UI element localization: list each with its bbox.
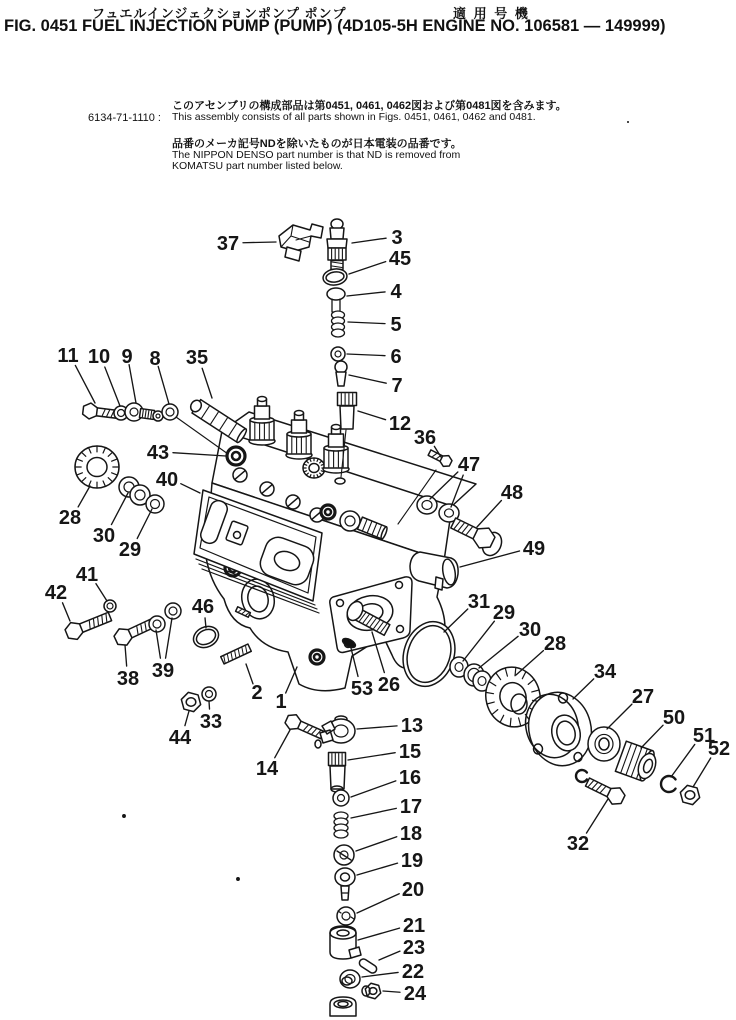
part-callout-40: 40 xyxy=(155,469,179,491)
part-callout-45: 45 xyxy=(388,248,412,270)
leader-line-10 xyxy=(105,367,120,406)
part-callout-5: 5 xyxy=(390,314,402,336)
leader-line-52 xyxy=(693,758,711,787)
part-callout-48: 48 xyxy=(500,482,524,504)
part-callout-29: 29 xyxy=(118,539,142,561)
part-callout-17: 17 xyxy=(399,796,423,818)
part-callout-21: 21 xyxy=(402,915,426,937)
part-callout-31: 31 xyxy=(467,591,491,613)
assembly-note-english: This assembly consists of all parts shown in Figs. 0451, 0461, 0462 and 0481. xyxy=(172,111,536,123)
part-callout-35: 35 xyxy=(185,347,209,369)
part-callout-16: 16 xyxy=(398,767,422,789)
part-callout-2: 2 xyxy=(251,682,263,704)
leader-line-18 xyxy=(356,837,397,851)
leader-line-6 xyxy=(347,354,385,356)
part-callout-38: 38 xyxy=(116,668,140,690)
part-callout-37: 37 xyxy=(216,233,240,255)
leader-line-48 xyxy=(477,500,501,527)
leader-line-31 xyxy=(444,609,468,632)
page-title-japanese: フュエルインジェクションポンプ ポンプ xyxy=(92,6,347,21)
part-callout-13: 13 xyxy=(400,715,424,737)
leader-line-21 xyxy=(358,928,400,940)
part-callout-7: 7 xyxy=(391,375,403,397)
part-callout-30: 30 xyxy=(92,525,116,547)
part-callout-50: 50 xyxy=(662,707,686,729)
part-callout-28: 28 xyxy=(58,507,82,529)
leader-line-7 xyxy=(349,375,386,383)
part-callout-24: 24 xyxy=(403,983,427,1005)
leader-line-28 xyxy=(516,651,543,675)
leader-line-40 xyxy=(181,484,200,493)
part-graphics xyxy=(63,219,699,1016)
part-callout-10: 10 xyxy=(87,346,111,368)
part-callout-22: 22 xyxy=(401,961,425,983)
leader-line-45 xyxy=(349,262,386,274)
leader-line-17 xyxy=(351,808,396,818)
nd-note-japanese: 品番のメーカ記号NDを除いたものが日本電装の品番です。 xyxy=(172,138,462,150)
part-callout-3: 3 xyxy=(391,227,403,249)
leader-line-44 xyxy=(185,711,189,726)
part-callout-36: 36 xyxy=(413,427,437,449)
part-callout-30: 30 xyxy=(518,619,542,641)
leader-line-20 xyxy=(357,894,399,913)
nd-note-english-line1: The NIPPON DENSO part number is that ND is removed from xyxy=(172,149,461,161)
part-callout-12: 12 xyxy=(388,413,412,435)
leader-line-34 xyxy=(573,679,594,699)
leader-line-23 xyxy=(379,951,400,960)
leader-line-14 xyxy=(275,730,290,758)
leader-line-9 xyxy=(129,365,136,403)
leader-line-8 xyxy=(158,366,169,404)
leader-line-29 xyxy=(137,509,152,538)
leader-line-41 xyxy=(96,584,107,601)
leader-line-15 xyxy=(348,753,395,760)
part-callout-29: 29 xyxy=(492,602,516,624)
part-callout-28: 28 xyxy=(543,633,567,655)
leader-line-19 xyxy=(357,863,398,875)
part-callout-14: 14 xyxy=(255,758,279,780)
part-callout-6: 6 xyxy=(390,346,402,368)
part-callout-1: 1 xyxy=(275,691,287,713)
leader-line-24 xyxy=(383,991,400,992)
part-callout-34: 34 xyxy=(593,661,617,683)
leader-line-39 xyxy=(166,618,172,658)
leader-line-4 xyxy=(347,292,385,296)
part-callout-8: 8 xyxy=(149,348,161,370)
part-callout-39: 39 xyxy=(151,660,175,682)
leader-line-2 xyxy=(246,664,253,684)
part-callout-46: 46 xyxy=(191,596,215,618)
part-callout-4: 4 xyxy=(390,281,402,303)
assembly-part-number: 6134-71-1110 : xyxy=(88,112,161,124)
part-callout-15: 15 xyxy=(398,741,422,763)
leader-line-11 xyxy=(75,365,95,403)
leader-line-42 xyxy=(63,603,70,621)
leader-line-35 xyxy=(202,368,212,398)
leader-line-39 xyxy=(156,630,160,658)
leader-line-13 xyxy=(357,726,397,729)
part-callout-53: 53 xyxy=(350,678,374,700)
part-callout-47: 47 xyxy=(457,454,481,476)
part-callout-11: 11 xyxy=(57,345,79,367)
part-callout-33: 33 xyxy=(199,711,223,733)
part-callout-43: 43 xyxy=(146,442,170,464)
part-callout-18: 18 xyxy=(399,823,423,845)
part-callout-20: 20 xyxy=(401,879,425,901)
part-callout-52: 52 xyxy=(707,738,731,760)
part-callout-23: 23 xyxy=(402,937,426,959)
part-callout-42: 42 xyxy=(44,582,68,604)
nd-note-english-line2: KOMATSU part number listed below. xyxy=(172,160,343,172)
part-callout-9: 9 xyxy=(121,346,133,368)
leader-line-51 xyxy=(671,744,695,777)
leader-line-5 xyxy=(348,322,385,324)
leader-line-27 xyxy=(607,704,632,729)
part-callout-19: 19 xyxy=(400,850,424,872)
part-callout-41: 41 xyxy=(75,564,99,586)
applicable-serial-label: 適 用 号 機 xyxy=(453,6,530,21)
assembly-note-japanese: このアセンブリの構成部品は第0451, 0461, 0462図および第0481図を含みます。 xyxy=(172,100,567,112)
leader-line-22 xyxy=(362,972,398,977)
leader-line-30 xyxy=(111,493,128,525)
leader-line-32 xyxy=(586,799,608,833)
leader-line-12 xyxy=(358,411,386,420)
part-callout-51: 51 xyxy=(692,725,716,747)
part-callout-49: 49 xyxy=(522,538,546,560)
leader-line-33 xyxy=(209,701,210,709)
part-callout-32: 32 xyxy=(566,833,590,855)
leader-line-1 xyxy=(286,667,297,693)
figure-title: FIG. 0451 FUEL INJECTION PUMP (PUMP) (4D105-5H ENGINE NO. 106581 — 149999) xyxy=(4,17,666,35)
part-callout-26: 26 xyxy=(377,674,401,696)
leader-line-28 xyxy=(78,486,90,507)
leader-line-16 xyxy=(351,781,396,797)
leader-line-3 xyxy=(352,238,386,243)
part-callout-44: 44 xyxy=(168,727,192,749)
leader-line-37 xyxy=(243,242,276,243)
leader-line-38 xyxy=(125,645,127,666)
leader-line-50 xyxy=(641,725,663,748)
part-callout-27: 27 xyxy=(631,686,655,708)
